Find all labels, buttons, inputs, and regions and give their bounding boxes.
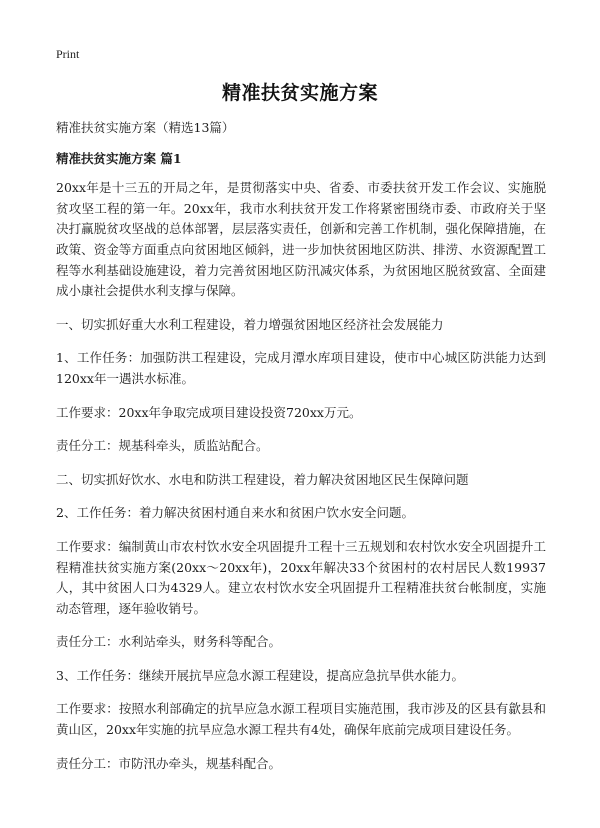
paragraph-heading-1: 一、切实抓好重大水利工程建设，着力增强贫困地区经济社会发展能力	[56, 316, 444, 332]
paragraph-requirement-1: 工作要求：20xx年争取完成项目建设投资720xx万元。	[56, 404, 362, 420]
section-heading: 精准扶贫实施方案 篇1	[56, 150, 182, 166]
page-title: 精准扶贫实施方案	[221, 82, 378, 104]
paragraph-task-3: 3、工作任务：继续开展抗旱应急水源工程建设，提高应急抗旱供水能力。	[56, 667, 464, 683]
print-label: Print	[56, 47, 80, 61]
paragraph-responsibility-2: 责任分工：水利站牵头，财务科等配合。	[56, 634, 282, 650]
paragraph-requirement-2: 工作要求：编制黄山市农村饮水安全巩固提升工程十三五规划和农村饮水安全巩固提升工程精准扶贫实施方案(20xx～20xx年)，20xx年解决33个贫困村的农村居民人数19937人，其中贫困人口为4329人。建立农村饮水安全巩固提升工程精准扶贫台帐制度，实施动态管理，逐年验收销号。	[56, 538, 546, 616]
paragraph-responsibility-3: 责任分工：市防汛办牵头，规基科配合。	[56, 755, 282, 771]
paragraph-task-2: 2、工作任务：着力解决贫困村通自来水和贫困户饮水安全问题。	[56, 505, 414, 521]
paragraph-intro: 20xx年是十三五的开局之年，是贯彻落实中央、省委、市委扶贫开发工作会议、实施脱贫攻坚工程的第一年。20xx年，我市水利扶贫开发工作将紧密围绕市委、市政府关于坚决打赢脱贫攻坚战的总体部署，层层落实责任，创新和完善工作机制，强化保障措施，在政策、资金等方面重点向贫困地区倾斜，进一步加快贫困地区防洪、排涝、水资源配置工程等水利基础设施建设，着力完善贫困地区防汛减灾体系，为贫困地区脱贫致富、全面建成小康社会提供水利支撑与保障。	[56, 180, 546, 299]
paragraph-task-1: 1、工作任务：加强防洪工程建设，完成月潭水库项目建设，使市中心城区防洪能力达到120xx年一遇洪水标准。	[56, 350, 546, 386]
paragraph-heading-2: 二、切实抓好饮水、水电和防洪工程建设，着力解决贫困地区民生保障问题	[56, 471, 469, 487]
document-body	[56, 118, 546, 787]
paragraph-responsibility-1: 责任分工：规基科牵头，质监站配合。	[56, 438, 269, 454]
paragraph-requirement-3: 工作要求：按照水利部确定的抗旱应急水源工程项目实施范围，我市涉及的区县有歙县和黄山区，20xx年实施的抗旱应急水源工程共有4处，确保年底前完成项目建设任务。	[56, 701, 546, 738]
document-subtitle: 精准扶贫实施方案（精选13篇）	[56, 120, 235, 135]
